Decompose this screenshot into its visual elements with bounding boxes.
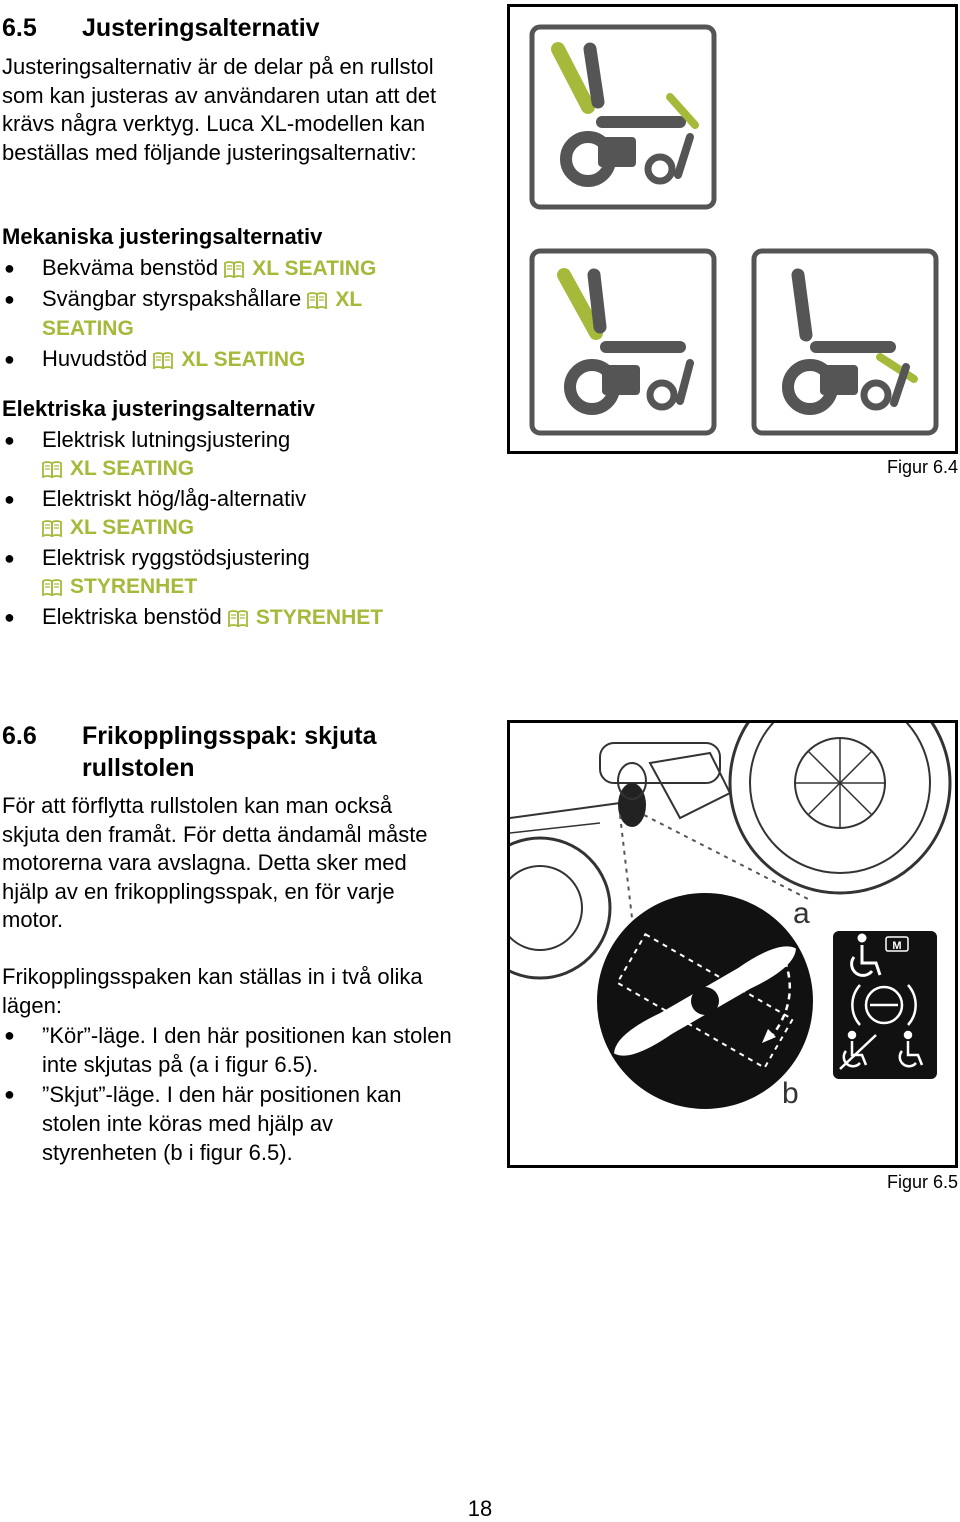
manual-reference[interactable]: XL SEATING	[42, 516, 194, 539]
paragraph: För att förflytta rullstolen kan man också skjuta den framåt. För detta ändamål måste motorerna vara avslagna. Detta sker med hjälp av en frikopplingsspak, en för varje motor.	[2, 793, 428, 932]
manual-reference[interactable]: XL SEATING	[153, 348, 305, 371]
manual-reference[interactable]: XL SEATING	[42, 288, 362, 340]
list-item: ● Elektriskt hög/låg-alternativ XL SEATING	[4, 486, 307, 539]
mechanical-list	[2, 254, 442, 374]
list-item: ● ”Skjut”-läge. I den här positionen kan stolen inte köras med hjälp av styrenheten (b i figur 6.5).	[4, 1082, 402, 1165]
section-number: 6.5	[2, 14, 37, 42]
lever-position-list	[2, 1021, 452, 1167]
freewheel-lever-illustration	[510, 723, 955, 1165]
freewheel-label-plate	[833, 931, 937, 1079]
book-icon	[228, 609, 248, 627]
figure-caption: Figur 6.4	[886, 457, 958, 477]
section-number: 6.6	[2, 722, 37, 750]
section-title: Frikopplingsspak: skjuta rullstolen	[82, 722, 377, 782]
list-item: ● Elektrisk lutningsjustering XL SEATING	[4, 427, 291, 480]
list-item: ● Svängbar styrspakshållare XL SEATING	[4, 286, 362, 340]
electric-list	[2, 426, 447, 632]
item-text: Bekväma benstöd	[42, 255, 219, 280]
seating-icons-illustration	[510, 7, 955, 451]
list-item: ● Elektriska benstöd STYRENHET	[4, 604, 384, 629]
intro-paragraph: Justeringsalternativ är de delar på en rullstol som kan justeras av användaren utan att det krävs några verktyg. Luca XL-modellen kan beställas med följande justeringsalternativ:	[2, 54, 437, 165]
item-text: Elektriskt hög/låg-alternativ	[42, 486, 307, 511]
item-text: Elektrisk lutningsjustering	[42, 427, 291, 452]
item-text: ”Kör”-läge. I den här positionen kan stolen inte skjutas på (a i figur 6.5).	[42, 1023, 452, 1077]
backrest-legrest-icon	[532, 27, 714, 207]
book-icon	[42, 519, 62, 537]
mechanical-heading: Mekaniska justeringsalternativ	[2, 224, 323, 249]
release-lever	[618, 783, 646, 827]
book-icon	[307, 291, 327, 309]
item-text: Elektriska benstöd	[42, 604, 222, 629]
list-item: ● Huvudstöd XL SEATING	[4, 346, 306, 371]
section-heading-6-6	[2, 720, 482, 784]
position-label-a: a	[793, 897, 810, 930]
item-text: ”Skjut”-läge. I den här positionen kan stolen inte köras med hjälp av styrenheten (b i figur 6.5).	[42, 1082, 402, 1165]
electric-heading: Elektriska justeringsalternativ	[2, 396, 316, 421]
page-number: 18	[467, 1496, 493, 1521]
position-label-b: b	[782, 1077, 799, 1110]
manual-reference[interactable]: XL SEATING	[42, 457, 194, 480]
figure-caption: Figur 6.5	[886, 1172, 958, 1192]
item-text: Elektrisk ryggstödsjustering	[42, 545, 310, 570]
manual-reference[interactable]: STYRENHET	[42, 575, 197, 598]
book-icon	[42, 578, 62, 596]
section-title: Justeringsalternativ	[82, 14, 320, 42]
item-text: Svängbar styrspakshållare	[42, 286, 302, 311]
legrest-icon	[754, 251, 936, 433]
book-icon	[224, 260, 244, 278]
list-item: ● ”Kör”-läge. I den här positionen kan stolen inte skjutas på (a i figur 6.5).	[4, 1023, 452, 1077]
section-heading-6-5	[2, 12, 482, 44]
book-icon	[42, 460, 62, 478]
manual-reference[interactable]: STYRENHET	[228, 606, 383, 629]
item-text: Huvudstöd	[42, 346, 148, 371]
figure-6-5	[507, 720, 958, 1168]
paragraph: Frikopplingsspaken kan ställas in i två olika lägen:	[2, 964, 423, 1018]
list-item: ● Elektrisk ryggstödsjustering STYRENHET	[4, 545, 310, 598]
list-item: ● Bekväma benstöd XL SEATING	[4, 255, 377, 280]
figure-6-4	[507, 4, 958, 454]
mode-label-m: M	[892, 940, 902, 952]
manual-reference[interactable]: XL SEATING	[224, 257, 376, 280]
book-icon	[153, 351, 173, 369]
backrest-icon	[532, 251, 714, 433]
